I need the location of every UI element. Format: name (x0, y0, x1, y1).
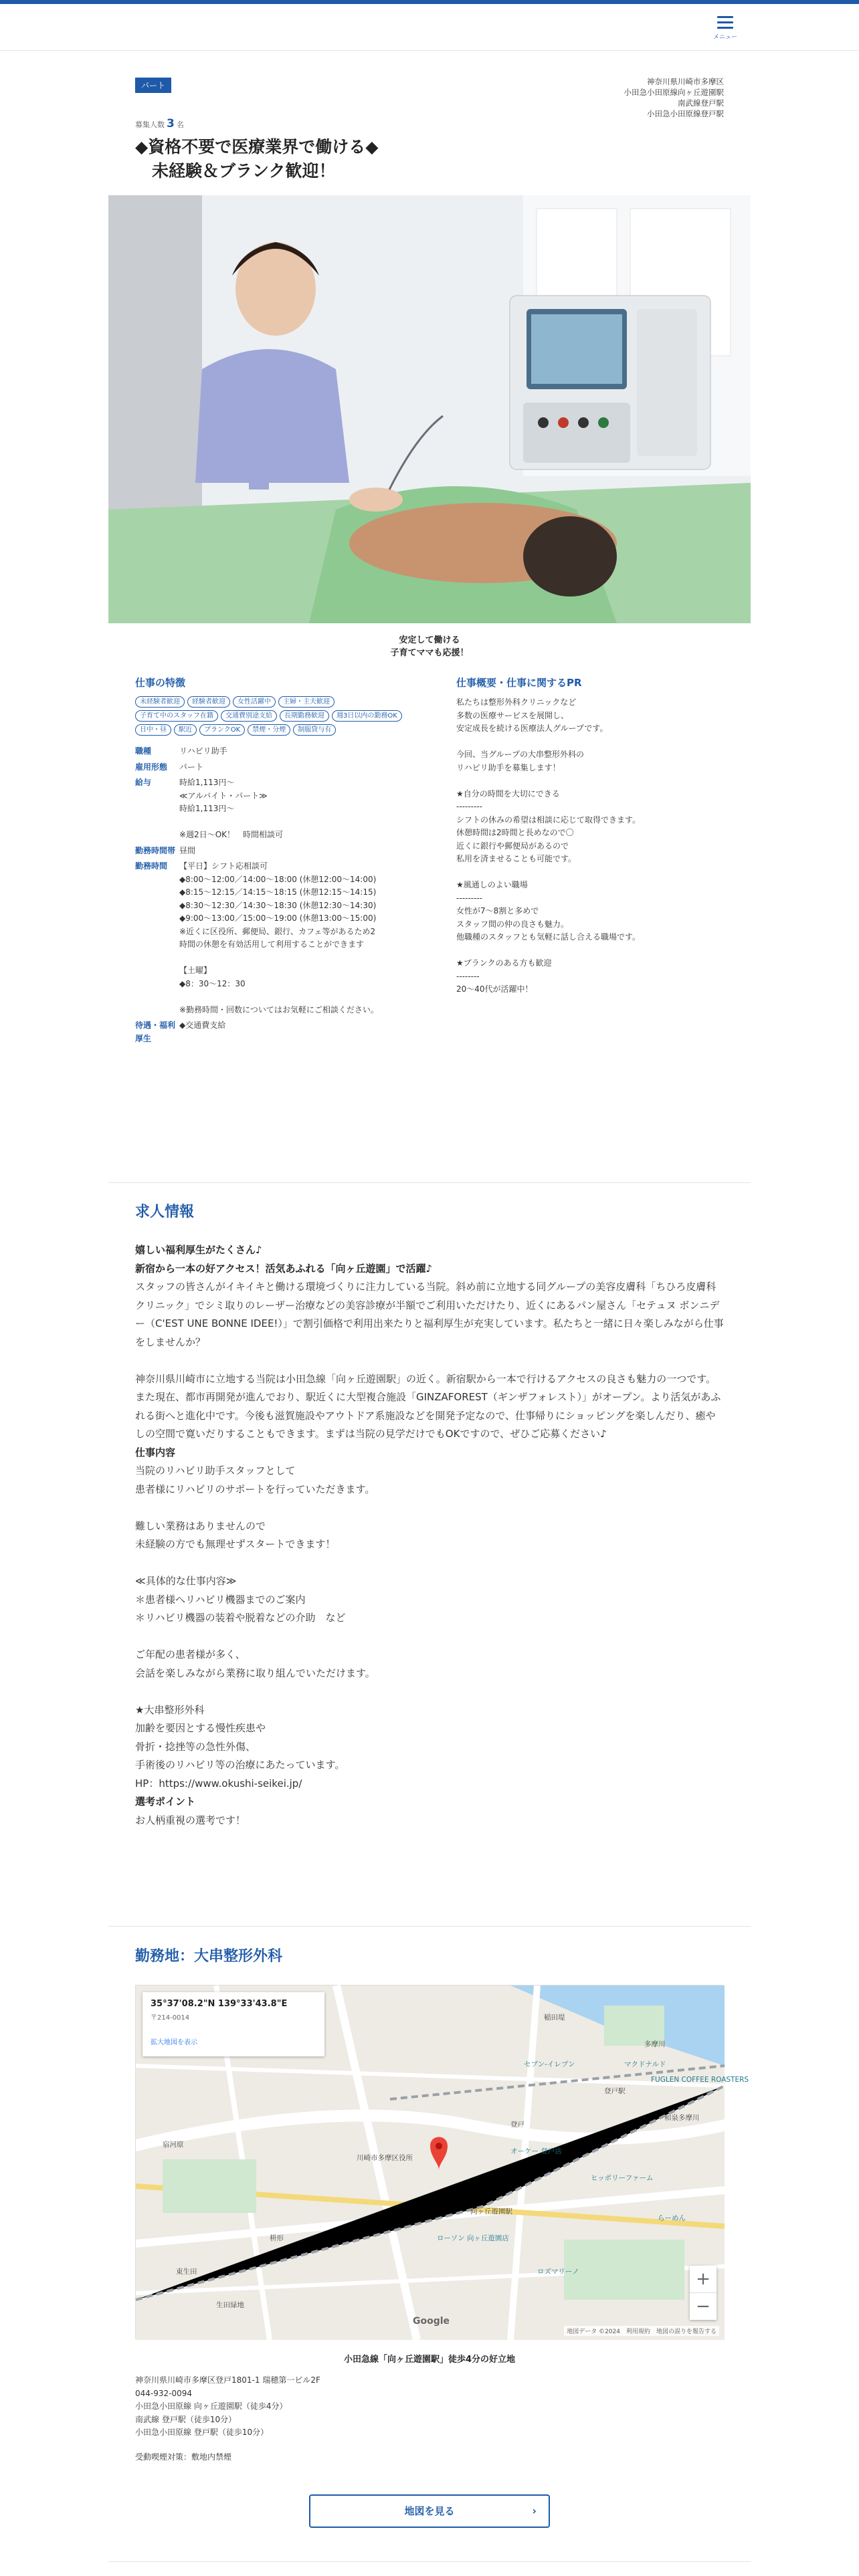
feature-tag: 長期勤務歓迎 (280, 710, 329, 722)
info-row-salary (135, 776, 403, 842)
job-content-heading: 仕事内容 (135, 1446, 176, 1459)
zoom-out-button[interactable]: − (696, 2296, 710, 2317)
map-coordinates: 35°37'08.2"N 139°33'43.8"E (151, 1999, 288, 2009)
zoom-in-button[interactable]: + (696, 2269, 710, 2289)
map-label: 向ヶ丘遊園駅 (470, 2208, 512, 2216)
workplace-heading: 勤務地：大串整形外科 (135, 1948, 283, 1965)
job-features-column (135, 675, 403, 1048)
feature-tag: ブランクOK (199, 724, 245, 736)
requirements-lead: 嬉しい福利厚生がたくさん♪ 新宿から一本の好アクセス！活気あふれる「向ヶ丘遊園」で活躍♪ (135, 1244, 433, 1275)
feature-tag: 禁煙・分煙 (248, 724, 290, 736)
info-label: 雇用形態 (135, 762, 168, 772)
recruit-count-number: 3 (167, 117, 175, 130)
job-locations (537, 76, 724, 119)
map-label: 和泉多摩川 (664, 2114, 700, 2122)
map-label: 生田緑地 (216, 2301, 244, 2309)
map-enlarge-link[interactable]: 拡大地図を表示 (151, 2039, 197, 2046)
info-value: 昼間 (179, 845, 196, 855)
info-label: 勤務時間帯 (135, 845, 176, 855)
info-label: 職種 (135, 746, 152, 756)
map-label: 稲田堤 (544, 2014, 565, 2022)
recruit-count-label: 募集人数 (135, 120, 165, 129)
feature-tag: 経験者歓迎 (187, 696, 230, 708)
location-line: 小田急小田原線登戸駅 (647, 109, 724, 118)
map-poi: セブン-イレブン (524, 2060, 575, 2068)
job-pr-column (456, 675, 724, 996)
map-poi: ローソン 向ヶ丘遊園店 (437, 2234, 509, 2242)
pr-text: 私たちは整形外科クリニックなど 多数の医療サービスを展開し、 安定成長を続ける医療法人グループです。 今回、当グループの大串整形外科の リハビリ助手を募集します！ ★自分の時間を大切にできる --------- シフトの休みの希望は相談に応じて取得できます。 休憩時間は2時間と長めなので〇 近くに銀行や郵便局があるので 私用を済ませることも可能です。 ★風通しのよい職場 --------- 女性が7〜8割と多めで スタッフ間の仲の良さも魅力。 他職種のスタッフとも気軽に話し合える職場です。 ★ブランクのある方も歓迎 -------- 20〜40代が活躍中！ (456, 697, 641, 994)
embedded-map[interactable] (135, 1985, 749, 2339)
map-poi: らーめん (658, 2214, 686, 2222)
recruit-count-unit: 名 (176, 120, 184, 129)
view-map-button[interactable] (309, 2494, 550, 2528)
feature-tag: 主婦・主夫歓迎 (278, 696, 335, 708)
feature-tag: 子育て中のスタッフ在籍 (135, 710, 218, 722)
map-label: 登戸駅 (604, 2087, 626, 2095)
map-info-card (142, 1992, 324, 2056)
site-header (0, 4, 859, 51)
requirements-body (135, 1241, 724, 1830)
job-title: ◆資格不要で医療業界で働ける◆ 未経験＆ブランク歓迎！ (135, 137, 379, 181)
map-poi: オーケー 登戸店 (510, 2147, 562, 2155)
location-line: 小田急小田原線向ヶ丘遊園駅 (624, 88, 724, 97)
info-label: 待遇・福利厚生 (135, 1021, 176, 1043)
section-divider (108, 1182, 751, 1183)
map-address: 〒214-0014 (151, 2014, 190, 2022)
recruit-count (135, 117, 184, 130)
menu-button[interactable] (708, 13, 743, 45)
info-value: 時給1,113円〜 ≪アルバイト・パート≫ 時給1,113円〜 ※週2日〜OK！ 時間相談可 (179, 778, 284, 839)
map-label: 登戸 (510, 2121, 524, 2129)
view-map-label: 地図を見る (404, 2505, 455, 2517)
info-row-time-band (135, 845, 403, 858)
info-value: ◆交通費支給 (179, 1021, 226, 1030)
info-row-employment (135, 761, 403, 774)
location-line: 神奈川県川崎市多摩区 (647, 77, 724, 86)
hamburger-icon (717, 16, 733, 29)
job-photo (108, 195, 751, 623)
info-value: リハビリ助手 (179, 746, 227, 756)
map-poi: マクドナルド (624, 2060, 666, 2068)
smoking-policy: 受動喫煙対策：敷地内禁煙 (135, 2452, 232, 2462)
feature-tags (135, 696, 403, 736)
info-value: 【平日】シフト応相談可 ◆8:00〜12:00／14:00〜18:00 (休憩12:00〜14:00) ◆8:15〜12:15／14:15〜18:15 (休憩12:15〜14:15) ◆8:30〜12:30／14:30〜18:30 (休憩12:30〜14:30) ◆9:00〜13:00／15:00〜19:00 (休憩13:00〜15:00) ※近くに区役所、郵便局、銀行、カフェ等があるため2時間の休憩を有効活用して利用することができます 【土曜】 ◆8：30〜12：30 ※勤務時間・回数についてはお気軽にご相談ください。 (179, 861, 379, 1014)
menu-label: メニュー (712, 34, 737, 41)
map-footer[interactable]: 地図データ ©2024 利用規約 地図の誤りを報告する (564, 2326, 719, 2336)
feature-tag: 交通費別途支給 (221, 710, 277, 722)
pr-heading: 仕事概要・仕事に関するPR (456, 677, 582, 689)
map-label: 宿河原 (163, 2141, 184, 2149)
map-caption: 小田急線「向ヶ丘遊園駅」徒歩4分の好立地 (343, 2355, 516, 2365)
info-label: 勤務時間 (135, 861, 168, 871)
map-poi: FUGLEN COFFEE ROASTERS (651, 2076, 749, 2084)
feature-tag: 日中・昼 (135, 724, 171, 736)
map-poi: ヒッポリーファーム (591, 2174, 654, 2182)
feature-tag: 女性活躍中 (233, 696, 276, 708)
map-label: 枡形 (270, 2234, 284, 2242)
location-line: 南武線登戸駅 (678, 98, 724, 108)
job-content-text: 当院のリハビリ助手スタッフとして 患者様にリハビリのサポートを行っていただきます。 難しい業務はありませんので 未経験の方でも無理せずスタートできます！ ≪具体的な仕事内容≫ ＊患者様へリハビリ機器までのご案内 ＊リハビリ機器の装着や脱着などの介助 など ご年配の患者様が多く、 会話を楽しみながら業務に取り組んでいただけます。 ★大串整形外科 加齢を要因とする慢性疾患や 骨折・捻挫等の急性外傷、 手術後のリハビリ等の治療にあたっています。 HP：https://www.okushi-seikei.jp/ (135, 1465, 375, 1790)
chevron-right-icon: › (532, 2504, 537, 2517)
selection-points-heading: 選考ポイント (135, 1796, 196, 1808)
section-divider (108, 2561, 751, 2562)
info-row-work-hours (135, 860, 403, 1016)
feature-tag: 制服貸与有 (293, 724, 336, 736)
map-label: 東生田 (176, 2268, 197, 2276)
map-zoom-controls (690, 2266, 717, 2320)
photo-caption: 安定して働ける 子育てママも応援！ (390, 635, 469, 658)
access-info: 神奈川県川崎市多摩区登戸1801-1 瑞穂第一ビル2F 044-932-0094 小田急小田原線 向ヶ丘遊園駅（徒歩4分） 南武線 登戸駅（徒歩10分） 小田急小田原線 登戸駅（徒歩10分） (135, 2375, 320, 2437)
feature-tag: 週3日以内の勤務OK (332, 710, 402, 722)
google-logo: Google (413, 2316, 450, 2327)
feature-tag: 駅近 (174, 724, 197, 736)
info-row-job-type (135, 745, 403, 758)
section-divider (108, 1926, 751, 1927)
requirements-text: スタッフの皆さんがイキイキと働ける環境づくりに注力している当院。斜め前に立地する同グループの美容皮膚科「ちひろ皮膚科クリニック」でシミ取りのレーザー治療などの美容診療が半額でご利用いただけたり、近くにあるパン屋さん「セテュヌ ボンニデー（C'EST UNE BONNE IDEE!）」で割引価格で利用出来たりと福利厚生が充実しています。私たちと一緒に日々楽しみながら仕事をしませんか？ 神奈川県川崎市に立地する当院は小田急線「向ヶ丘遊園駅」の近く。新宿駅から一本で行けるアクセスの良さも魅力の一つです。また現在、都市再開発が進んでおり、駅近くに大型複合施設「GINZAFOREST（ギンザフォレスト）」がオープン。より活気があふれる街へと進化中です。今後も滋賀施設やアウトドア系施設などを開発予定なので、仕事帰りにショッピングを楽しんだり、癒やしの空間で寛いだりすることもできます。まずは当院の見学だけでもOKですので、ぜひご応募ください♪ (135, 1281, 724, 1440)
info-row-benefits (135, 1019, 403, 1045)
map-poi: ロズマリーノ (537, 2268, 579, 2276)
feature-tag: 未経験者歓迎 (135, 696, 185, 708)
map-label: 多摩川 (644, 2040, 666, 2048)
requirements-heading: 求人情報 (135, 1204, 195, 1220)
employment-type-badge: パート (135, 78, 171, 93)
info-label: 給与 (135, 778, 152, 787)
info-value: パート (179, 762, 204, 772)
map-label: 川崎市多摩区役所 (357, 2154, 413, 2162)
selection-points-text: お人柄重視の選考です！ (135, 1814, 246, 1826)
features-heading: 仕事の特徴 (135, 677, 186, 689)
